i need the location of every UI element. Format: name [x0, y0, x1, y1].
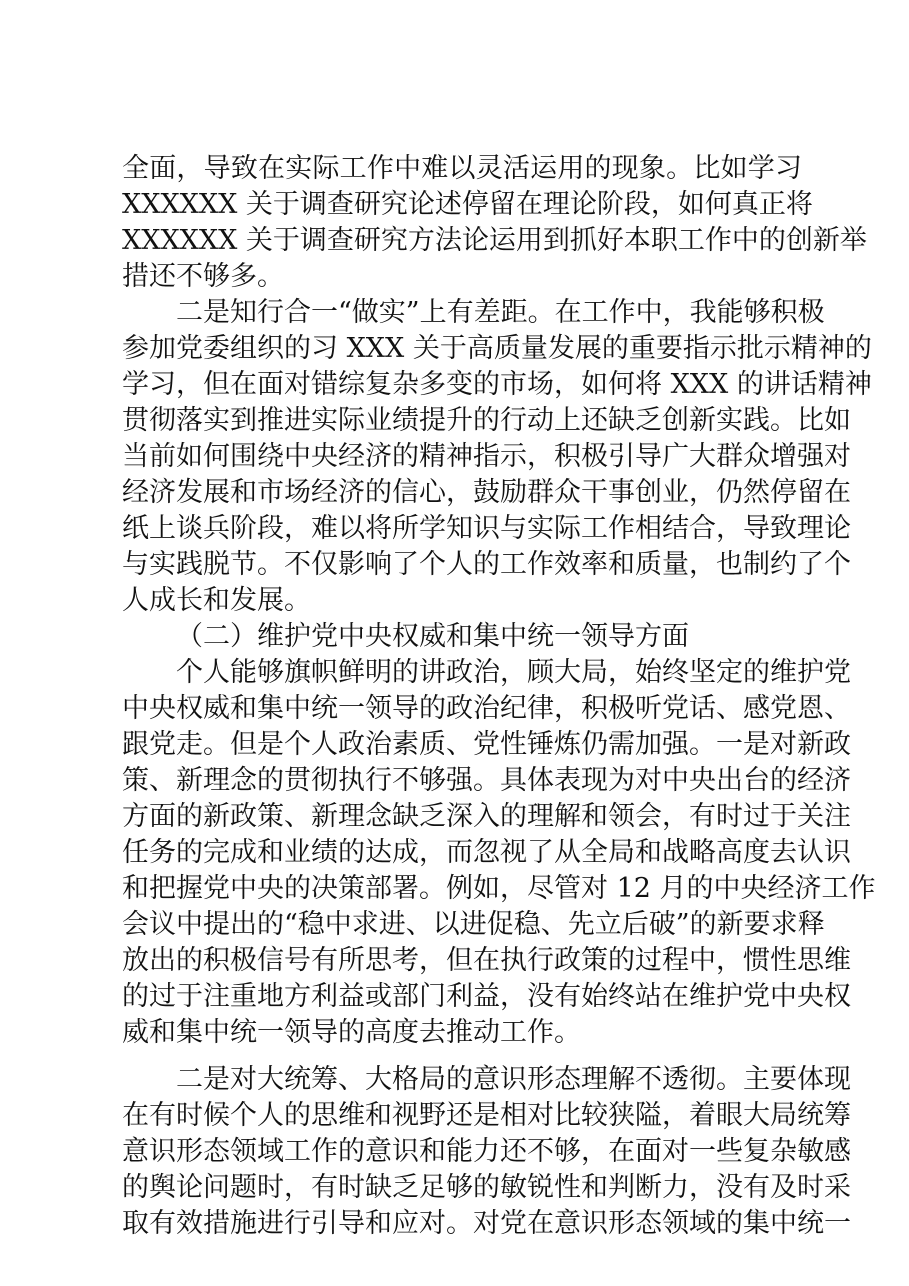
paragraph-line: 和把握党中央的决策部署。例如，尽管对 12 月的中央经济工作	[122, 873, 876, 904]
paragraph-line: 与实践脱节。不仅影响了个人的工作效率和质量，也制约了个	[122, 549, 851, 580]
paragraph-line: 放出的积极信号有所思考，但在执行政策的过程中，惯性思维	[122, 945, 851, 976]
paragraph-line: 任务的完成和业绩的达成，而忽视了从全局和战略高度去认识	[122, 837, 851, 868]
paragraph-line: 贯彻落实到推进实际业绩提升的行动上还缺乏创新实践。比如	[122, 405, 851, 436]
paragraph-line: 会议中提出的“稳中求进、以进促稳、先立后破”的新要求释	[122, 909, 825, 940]
paragraph-line: 策、新理念的贯彻执行不够强。具体表现为对中央出台的经济	[122, 765, 851, 796]
paragraph-line: 威和集中统一领导的高度去推动工作。	[122, 1017, 581, 1048]
paragraph-line: 个人能够旗帜鲜明的讲政治，顾大局，始终坚定的维护党	[176, 657, 851, 688]
paragraph-line: 中央权威和集中统一领导的政治纪律，积极听党话、感党恩、	[122, 693, 851, 724]
paragraph-line: 二是知行合一“做实”上有差距。在工作中，我能够积极	[176, 297, 825, 328]
paragraph-line: 在有时候个人的思维和视野还是相对比较狭隘，着眼大局统筹	[122, 1100, 851, 1131]
paragraph-line: 措还不够多。	[122, 261, 284, 292]
paragraph-line: 取有效措施进行引导和应对。对党在意识形态领域的集中统一	[122, 1208, 851, 1239]
paragraph-line: 学习，但在面对错综复杂多变的市场，如何将 XXX 的讲话精神	[122, 369, 872, 400]
paragraph-line: 参加党委组织的习 XXX 关于高质量发展的重要指示批示精神的	[122, 333, 872, 364]
paragraph-line: 全面，导致在实际工作中难以灵活运用的现象。比如学习	[122, 153, 802, 184]
paragraph-line: 的过于注重地方利益或部门利益，没有始终站在维护党中央权	[122, 981, 851, 1012]
paragraph-line: 人成长和发展。	[122, 585, 311, 616]
paragraph-line: 的舆论问题时，有时缺乏足够的敏锐性和判断力，没有及时采	[122, 1172, 851, 1203]
section-heading: （二）维护党中央权威和集中统一领导方面	[176, 621, 689, 652]
paragraph-line: 当前如何围绕中央经济的精神指示，积极引导广大群众增强对	[122, 441, 851, 472]
paragraph-line: XXXXXX 关于调查研究论述停留在理论阶段，如何真正将	[122, 189, 813, 220]
paragraph-line: 意识形态领域工作的意识和能力还不够，在面对一些复杂敏感	[122, 1136, 851, 1167]
paragraph-line: XXXXXX 关于调查研究方法论运用到抓好本职工作中的创新举	[122, 225, 867, 256]
paragraph-line: 跟党走。但是个人政治素质、党性锤炼仍需加强。一是对新政	[122, 729, 851, 760]
paragraph-line: 经济发展和市场经济的信心，鼓励群众干事创业，仍然停留在	[122, 477, 851, 508]
paragraph-line: 方面的新政策、新理念缺乏深入的理解和领会，有时过于关注	[122, 801, 851, 832]
paragraph-line: 二是对大统筹、大格局的意识形态理解不透彻。主要体现	[176, 1064, 851, 1095]
paragraph-line: 纸上谈兵阶段，难以将所学知识与实际工作相结合，导致理论	[122, 513, 851, 544]
